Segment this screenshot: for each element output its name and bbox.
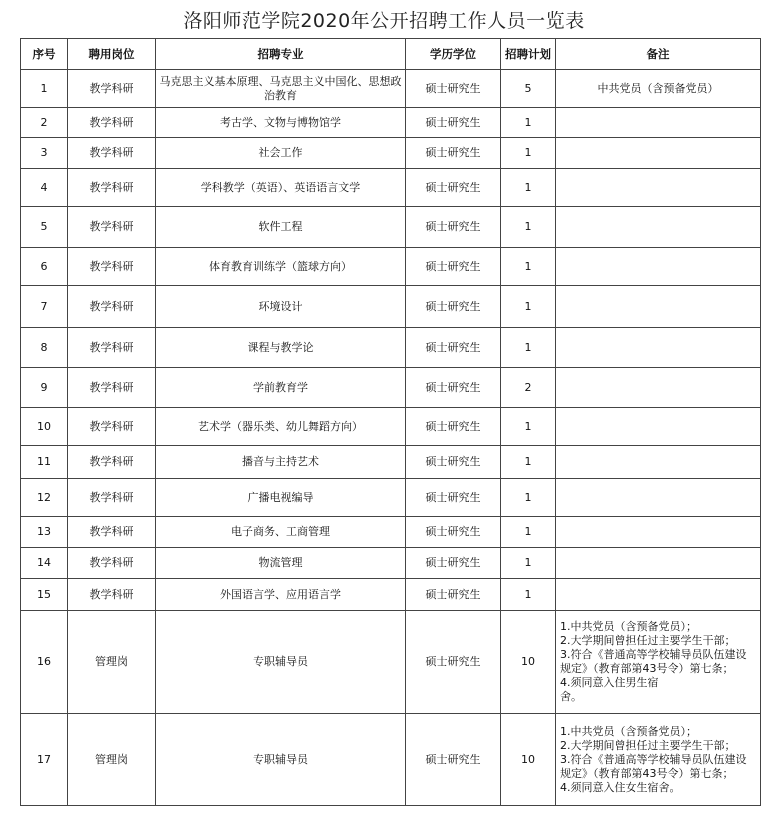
table-row (21, 70, 761, 108)
cell-degree: 硕士研究生 (406, 368, 501, 408)
cell-plan: 1 (501, 548, 556, 579)
cell-remark (556, 446, 761, 479)
cell-plan: 1 (501, 408, 556, 446)
cell-remark (556, 169, 761, 207)
cell-plan: 1 (501, 248, 556, 286)
note-line: 4.须同意入住女生宿舍。 (560, 780, 681, 794)
cell-no: 13 (21, 517, 68, 548)
cell-degree: 硕士研究生 (406, 446, 501, 479)
cell-remark (556, 248, 761, 286)
note-line: 2.大学期间曾担任过主要学生干部； (560, 738, 736, 752)
page-title: 洛阳师范学院2020年公开招聘工作人员一览表 (183, 10, 585, 32)
cell-position: 教学科研 (68, 408, 156, 446)
cell-no: 14 (21, 548, 68, 579)
cell-remark (556, 286, 761, 328)
cell-degree: 硕士研究生 (406, 138, 501, 169)
cell-position: 教学科研 (68, 579, 156, 611)
table-row (21, 579, 761, 611)
cell-no: 11 (21, 446, 68, 479)
table-row (21, 248, 761, 286)
table-row (21, 548, 761, 579)
cell-no: 5 (21, 207, 68, 248)
cell-major: 学前教育学 (156, 368, 406, 408)
note-line: 3.符合《普通高等学校辅导员队伍建设 (560, 752, 747, 766)
cell-degree: 硕士研究生 (406, 714, 501, 806)
cell-no: 17 (21, 714, 68, 806)
cell-plan: 10 (501, 714, 556, 806)
cell-remark (556, 408, 761, 446)
table-row (21, 517, 761, 548)
cell-no: 15 (21, 579, 68, 611)
header-no: 序号 (21, 39, 68, 70)
cell-plan: 1 (501, 138, 556, 169)
table-row (21, 169, 761, 207)
cell-major: 马克思主义基本原理、马克思主义中国化、思想政治教育 (156, 70, 406, 108)
cell-remark-notes (556, 611, 761, 714)
cell-plan: 1 (501, 328, 556, 368)
cell-remark (556, 479, 761, 517)
cell-remark (556, 548, 761, 579)
cell-major: 专职辅导员 (156, 714, 406, 806)
cell-plan: 5 (501, 70, 556, 108)
note-line: 1.中共党员（含预备党员）； (560, 620, 697, 633)
table-row (21, 611, 761, 714)
cell-major: 软件工程 (156, 207, 406, 248)
cell-plan: 1 (501, 108, 556, 138)
cell-position: 教学科研 (68, 548, 156, 579)
cell-degree: 硕士研究生 (406, 286, 501, 328)
table-row (21, 108, 761, 138)
cell-degree: 硕士研究生 (406, 169, 501, 207)
cell-remark: 中共党员（含预备党员） (556, 70, 761, 108)
cell-degree: 硕士研究生 (406, 108, 501, 138)
cell-plan: 1 (501, 286, 556, 328)
cell-major: 电子商务、工商管理 (156, 517, 406, 548)
cell-major: 物流管理 (156, 548, 406, 579)
cell-degree: 硕士研究生 (406, 548, 501, 579)
note-line: 舍。 (560, 690, 582, 703)
cell-remark (556, 108, 761, 138)
cell-remark (556, 207, 761, 248)
table-row (21, 286, 761, 328)
cell-position: 教学科研 (68, 70, 156, 108)
cell-position: 管理岗 (68, 611, 156, 714)
cell-position: 教学科研 (68, 286, 156, 328)
cell-no: 16 (21, 611, 68, 714)
cell-major: 学科教学（英语）、英语语言文学 (156, 169, 406, 207)
header-row (21, 39, 761, 70)
cell-no: 2 (21, 108, 68, 138)
cell-major: 环境设计 (156, 286, 406, 328)
cell-no: 6 (21, 248, 68, 286)
note-line: 规定》（教育部第43号令）第七条； (560, 662, 734, 675)
cell-degree: 硕士研究生 (406, 611, 501, 714)
table-row (21, 138, 761, 169)
cell-plan: 1 (501, 207, 556, 248)
cell-no: 3 (21, 138, 68, 169)
cell-position: 管理岗 (68, 714, 156, 806)
cell-no: 10 (21, 408, 68, 446)
cell-plan: 10 (501, 611, 556, 714)
cell-position: 教学科研 (68, 248, 156, 286)
cell-no: 4 (21, 169, 68, 207)
cell-position: 教学科研 (68, 446, 156, 479)
cell-no: 8 (21, 328, 68, 368)
cell-major: 课程与教学论 (156, 328, 406, 368)
header-remark: 备注 (556, 39, 761, 70)
cell-position: 教学科研 (68, 138, 156, 169)
table-row (21, 328, 761, 368)
cell-degree: 硕士研究生 (406, 207, 501, 248)
cell-remark (556, 328, 761, 368)
cell-plan: 1 (501, 517, 556, 548)
note-line: 4.须同意入住男生宿 (560, 676, 659, 689)
cell-degree: 硕士研究生 (406, 328, 501, 368)
table-row (21, 714, 761, 806)
table-row (21, 408, 761, 446)
note-line: 1.中共党员（含预备党员）； (560, 724, 697, 738)
cell-degree: 硕士研究生 (406, 479, 501, 517)
cell-major: 播音与主持艺术 (156, 446, 406, 479)
cell-degree: 硕士研究生 (406, 579, 501, 611)
cell-degree: 硕士研究生 (406, 517, 501, 548)
cell-degree: 硕士研究生 (406, 70, 501, 108)
cell-major: 外国语言学、应用语言学 (156, 579, 406, 611)
cell-position: 教学科研 (68, 517, 156, 548)
note-line: 规定》（教育部第43号令）第七条； (560, 766, 734, 780)
cell-position: 教学科研 (68, 479, 156, 517)
note-line: 3.符合《普通高等学校辅导员队伍建设 (560, 648, 747, 661)
table-row (21, 479, 761, 517)
cell-major: 社会工作 (156, 138, 406, 169)
table-row (21, 446, 761, 479)
header-plan: 招聘计划 (501, 39, 556, 70)
cell-plan: 1 (501, 579, 556, 611)
header-degree: 学历学位 (406, 39, 501, 70)
cell-position: 教学科研 (68, 328, 156, 368)
cell-degree: 硕士研究生 (406, 248, 501, 286)
cell-position: 教学科研 (68, 108, 156, 138)
table-row (21, 207, 761, 248)
cell-major: 专职辅导员 (156, 611, 406, 714)
cell-plan: 1 (501, 169, 556, 207)
note-line: 2.大学期间曾担任过主要学生干部； (560, 634, 736, 647)
cell-position: 教学科研 (68, 169, 156, 207)
header-position: 聘用岗位 (68, 39, 156, 70)
cell-major: 考古学、文物与博物馆学 (156, 108, 406, 138)
cell-major: 体育教育训练学（篮球方向） (156, 248, 406, 286)
cell-major: 艺术学（器乐类、幼儿舞蹈方向） (156, 408, 406, 446)
cell-remark-notes (556, 714, 761, 806)
cell-remark (556, 579, 761, 611)
cell-degree: 硕士研究生 (406, 408, 501, 446)
cell-remark (556, 517, 761, 548)
recruitment-table (20, 38, 761, 806)
cell-position: 教学科研 (68, 207, 156, 248)
cell-plan: 1 (501, 479, 556, 517)
cell-no: 9 (21, 368, 68, 408)
cell-remark (556, 138, 761, 169)
cell-plan: 2 (501, 368, 556, 408)
cell-no: 7 (21, 286, 68, 328)
cell-remark (556, 368, 761, 408)
cell-major: 广播电视编导 (156, 479, 406, 517)
cell-position: 教学科研 (68, 368, 156, 408)
cell-no: 1 (21, 70, 68, 108)
header-major: 招聘专业 (156, 39, 406, 70)
cell-plan: 1 (501, 446, 556, 479)
cell-no: 12 (21, 479, 68, 517)
table-row (21, 368, 761, 408)
